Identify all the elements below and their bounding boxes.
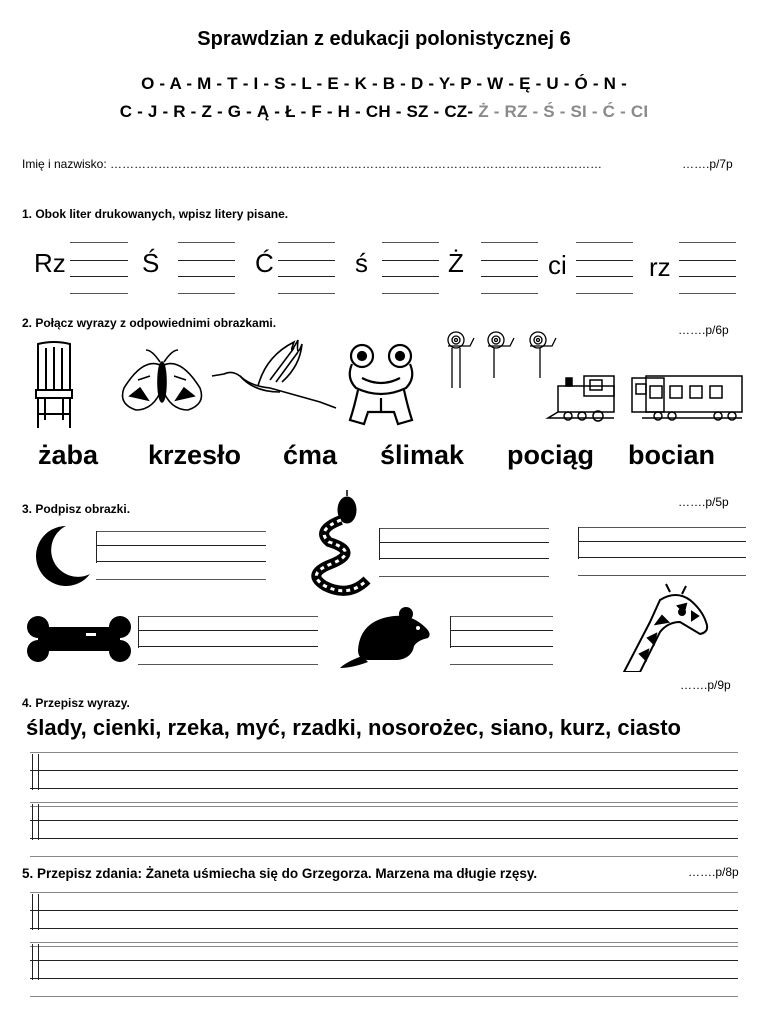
writing-line[interactable] — [278, 293, 335, 294]
writing-line[interactable] — [96, 579, 266, 580]
writing-line[interactable] — [278, 276, 335, 277]
task2-instruction: 2. Połącz wyrazy z odpowiednimi obrazkami. — [22, 316, 277, 330]
chair-icon — [33, 340, 75, 430]
writing-line[interactable] — [379, 542, 549, 543]
task3-points: …….p/5p — [678, 495, 729, 509]
mouse-icon — [338, 606, 434, 672]
writing-line[interactable] — [578, 541, 746, 542]
task2-word[interactable]: bocian — [628, 440, 716, 470]
writing-line[interactable] — [30, 770, 738, 771]
writing-line[interactable] — [679, 276, 736, 277]
writing-line[interactable] — [30, 788, 738, 789]
writing-line[interactable] — [30, 752, 738, 753]
alphabet-new: Ż - RZ - Ś - SI - Ć - CI — [473, 102, 649, 121]
writing-line[interactable] — [679, 293, 736, 294]
margin-line — [32, 754, 33, 790]
task2-word[interactable]: pociąg — [507, 440, 595, 470]
writing-line[interactable] — [30, 910, 738, 911]
margin-line — [38, 804, 39, 840]
writing-line[interactable] — [178, 276, 235, 277]
margin-line — [38, 754, 39, 790]
writing-line[interactable] — [70, 293, 128, 294]
writing-line[interactable] — [379, 528, 549, 529]
writing-line[interactable] — [278, 260, 335, 261]
writing-line[interactable] — [70, 276, 128, 277]
writing-line[interactable] — [679, 242, 736, 243]
writing-line[interactable] — [138, 664, 318, 665]
margin-line — [32, 894, 33, 930]
writing-line[interactable] — [576, 276, 633, 277]
alphabet-line-2 — [0, 102, 768, 122]
margin-line — [32, 944, 33, 980]
task3-instruction: 3. Podpisz obrazki. — [22, 502, 131, 516]
writing-line[interactable] — [30, 892, 738, 893]
writing-line[interactable] — [30, 806, 738, 807]
train-icon — [542, 372, 744, 424]
task1-letter: Ś — [142, 248, 160, 278]
writing-line[interactable] — [70, 260, 128, 261]
alphabet-line-1: O - A - M - T - I - S - L - E - K - B - D - Y- P - W - Ę - U - Ó - N - — [141, 74, 627, 93]
name-field[interactable]: Imię i nazwisko: …………………………………………………………………………………………………………… — [22, 157, 603, 171]
writing-line[interactable] — [30, 802, 738, 803]
margin-line — [38, 944, 39, 980]
giraffe-icon — [620, 582, 710, 672]
writing-line[interactable] — [96, 545, 266, 546]
writing-line[interactable] — [379, 558, 549, 559]
alphabet-learned: C - J - R - Z - G - Ą - Ł - F - H - CH - SZ - CZ- — [119, 102, 474, 121]
margin-line — [38, 894, 39, 930]
writing-line[interactable] — [138, 616, 318, 617]
writing-line[interactable] — [70, 242, 128, 243]
task5-instruction: 5. Przepisz zdania: Żaneta uśmiecha się do Grzegorza. Marzena ma długie rzęsy. — [22, 866, 538, 881]
writing-line[interactable] — [576, 242, 633, 243]
task4-points: …….p/9p — [680, 678, 731, 692]
task1-instruction: 1. Obok liter drukowanych, wpisz litery pisane. — [22, 207, 289, 221]
writing-line[interactable] — [382, 276, 439, 277]
writing-line[interactable] — [450, 616, 553, 617]
task1-letter: rz — [649, 252, 671, 282]
moon-icon — [32, 524, 92, 588]
writing-line[interactable] — [178, 293, 235, 294]
task2-word[interactable]: żaba — [38, 440, 99, 470]
bone-icon — [26, 615, 132, 663]
writing-line[interactable] — [138, 630, 318, 631]
task1-letter: ś — [355, 248, 368, 278]
page-title: Sprawdzian z edukacji polonistycznej 6 — [197, 28, 571, 50]
task1-letter: Ż — [448, 248, 464, 278]
writing-line[interactable] — [382, 293, 439, 294]
margin-line — [96, 531, 97, 563]
writing-line[interactable] — [578, 527, 746, 528]
writing-line[interactable] — [576, 260, 633, 261]
writing-line[interactable] — [578, 557, 746, 558]
task1-letter: Rz — [34, 248, 66, 278]
writing-line[interactable] — [481, 260, 538, 261]
margin-line — [32, 804, 33, 840]
frog-icon — [344, 342, 418, 428]
writing-line[interactable] — [576, 293, 633, 294]
writing-line[interactable] — [30, 960, 738, 961]
writing-line[interactable] — [481, 276, 538, 277]
snake-icon — [305, 490, 377, 604]
task1-letter: Ć — [255, 248, 274, 278]
writing-line[interactable] — [178, 260, 235, 261]
writing-line[interactable] — [382, 242, 439, 243]
writing-line[interactable] — [450, 664, 553, 665]
writing-line[interactable] — [278, 242, 335, 243]
task4-instruction: 4. Przepisz wyrazy. — [22, 696, 130, 710]
writing-line[interactable] — [30, 978, 738, 979]
writing-line[interactable] — [450, 630, 553, 631]
writing-line[interactable] — [178, 242, 235, 243]
task2-points: …….p/6p — [678, 323, 729, 337]
moth-icon — [114, 348, 210, 414]
writing-line[interactable] — [679, 260, 736, 261]
writing-line[interactable] — [30, 946, 738, 947]
writing-line[interactable] — [96, 561, 266, 562]
points-total: …….p/7p — [682, 157, 733, 171]
margin-line — [379, 528, 380, 560]
margin-line — [578, 527, 579, 559]
writing-line[interactable] — [96, 531, 266, 532]
writing-line[interactable] — [379, 576, 549, 577]
writing-line[interactable] — [30, 820, 738, 821]
writing-line[interactable] — [578, 575, 746, 576]
task4-words: ślady, cienki, rzeka, myć, rzadki, nosorożec, siano, kurz, ciasto — [26, 715, 681, 740]
writing-line[interactable] — [382, 260, 439, 261]
writing-line[interactable] — [30, 942, 738, 943]
writing-line[interactable] — [30, 928, 738, 929]
margin-line — [138, 616, 139, 648]
task1-letter: ci — [548, 250, 567, 280]
writing-line[interactable] — [30, 856, 738, 857]
writing-line[interactable] — [450, 646, 553, 647]
writing-line[interactable] — [481, 242, 538, 243]
task2-word[interactable]: krzesło — [148, 440, 242, 470]
heron-icon — [210, 336, 340, 412]
writing-line[interactable] — [138, 646, 318, 647]
task5-points: …….p/8p — [688, 865, 739, 879]
task2-word[interactable]: ćma — [283, 440, 338, 470]
writing-line[interactable] — [30, 996, 738, 997]
task2-word[interactable]: ślimak — [380, 440, 465, 470]
writing-line[interactable] — [481, 293, 538, 294]
margin-line — [450, 616, 451, 648]
writing-line[interactable] — [30, 838, 738, 839]
